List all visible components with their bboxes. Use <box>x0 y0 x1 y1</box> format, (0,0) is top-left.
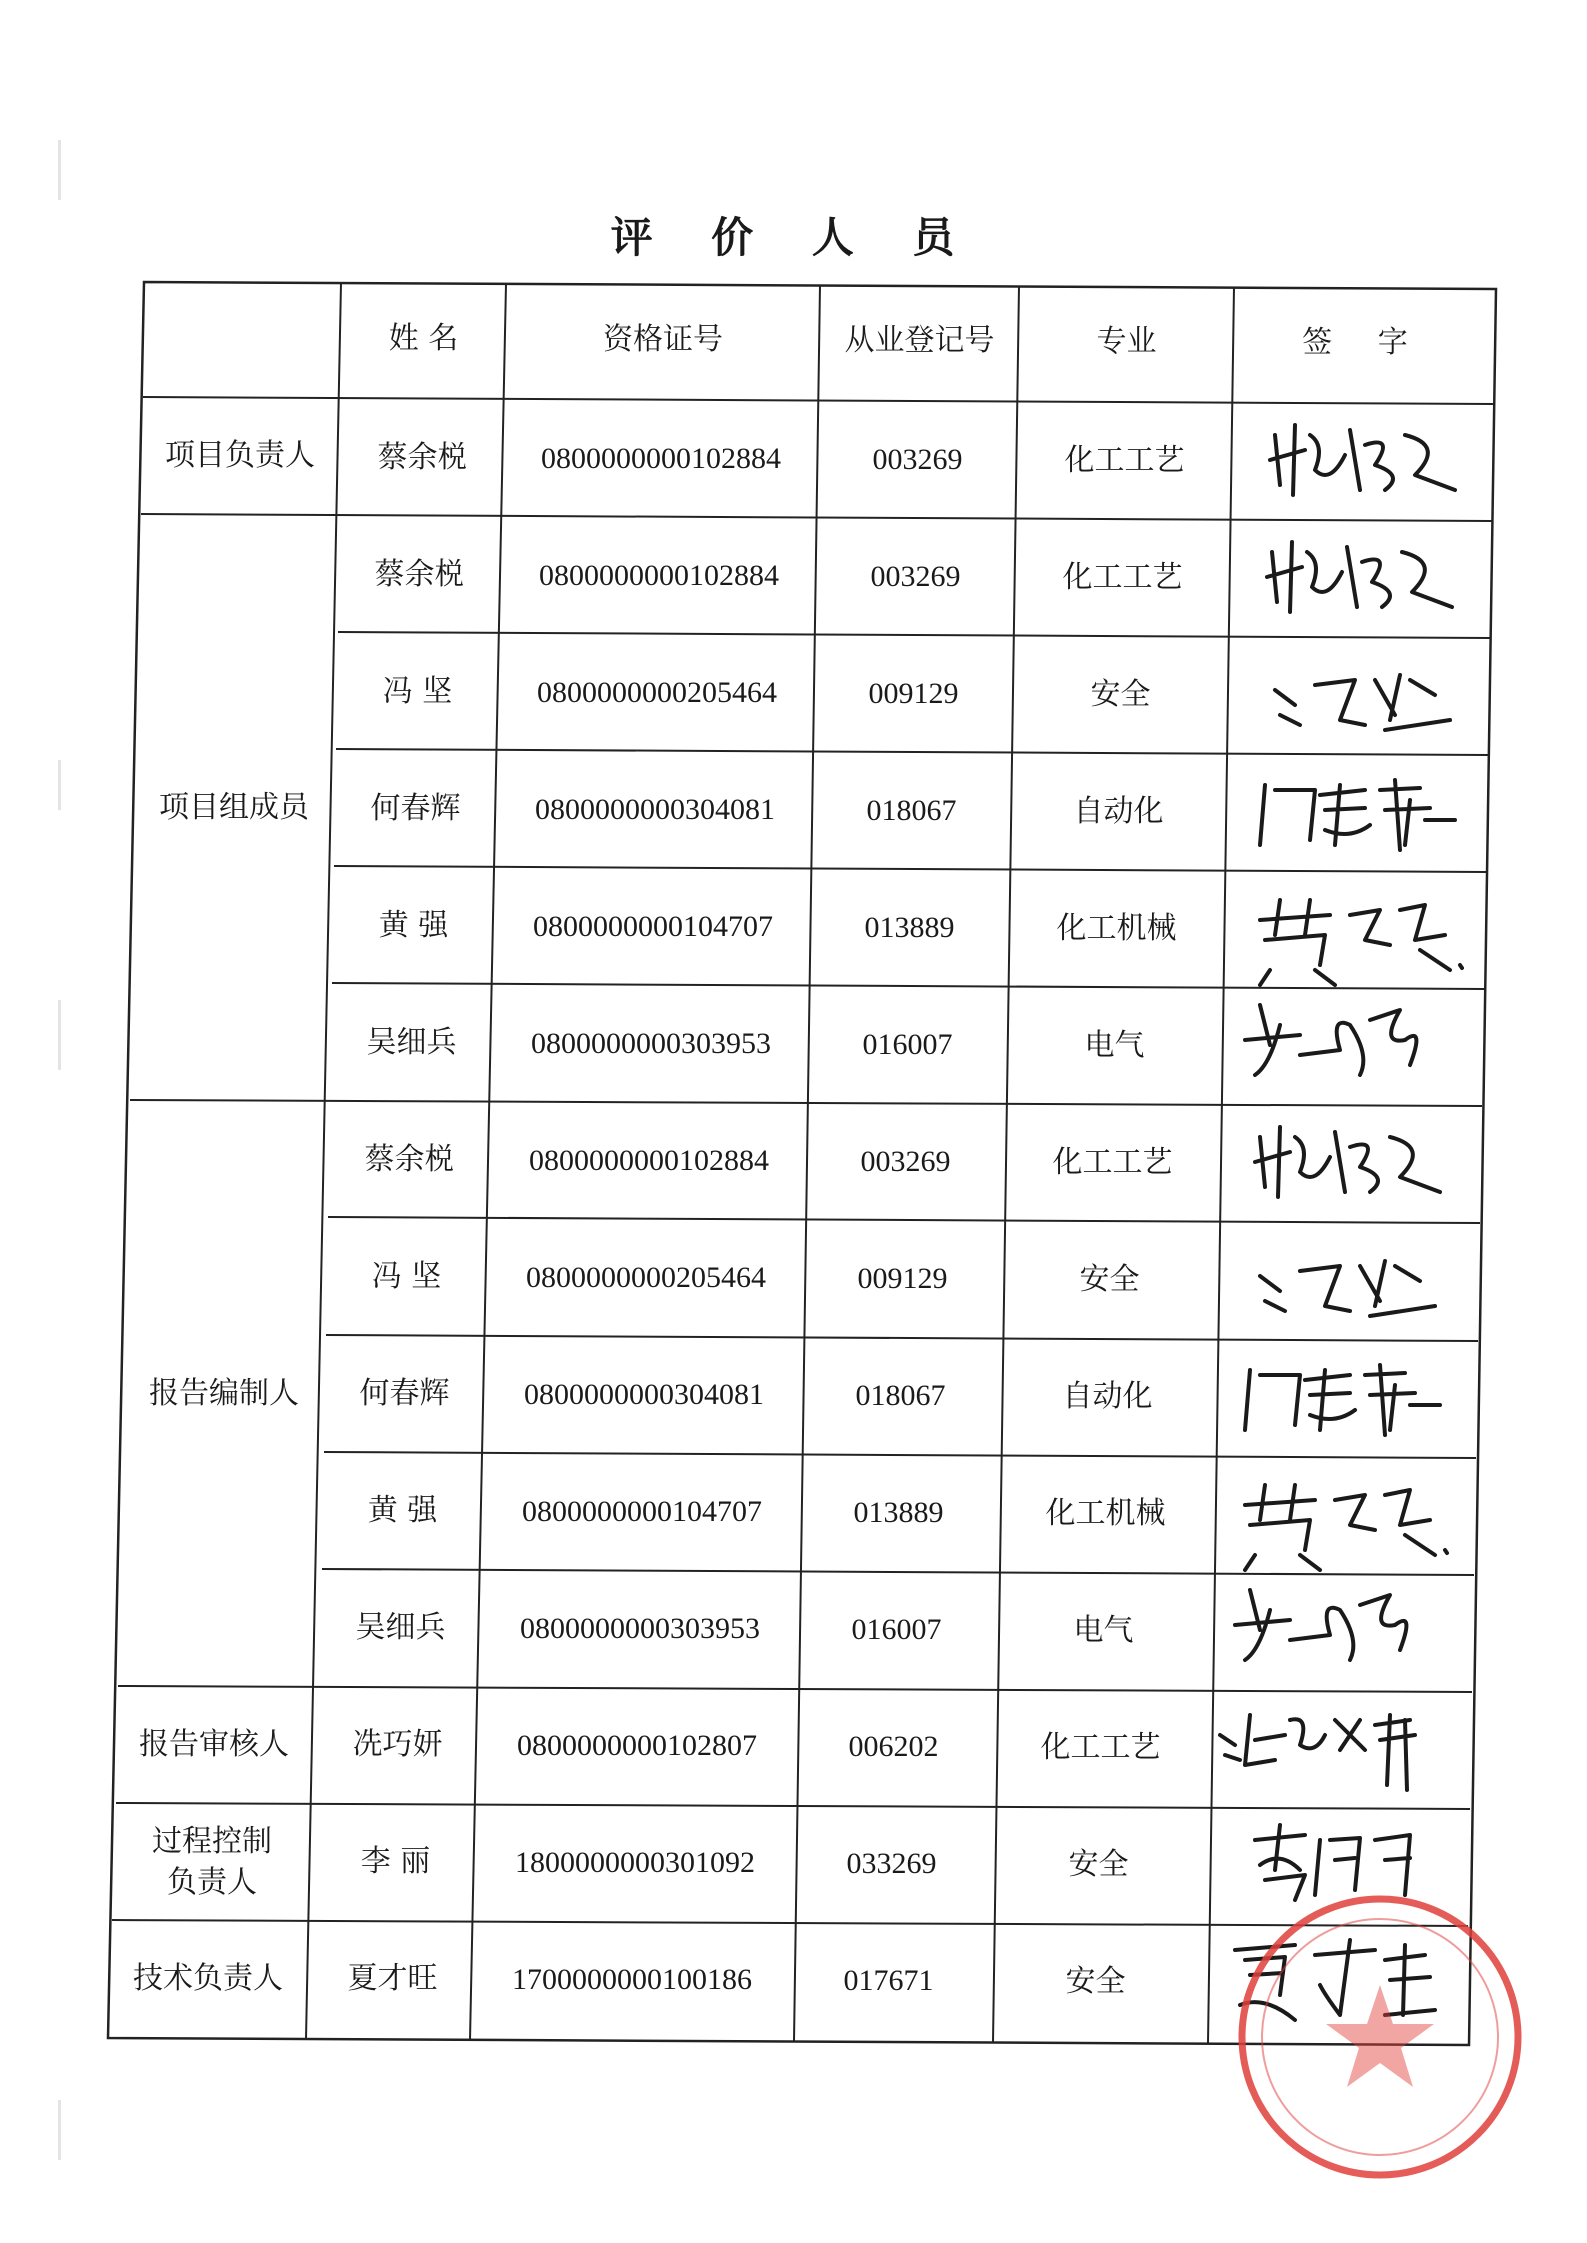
reg-cell: 018067 <box>855 1379 946 1413</box>
cert-cell: 0800000000303953 <box>520 1612 760 1646</box>
group-label: 报告编制人 <box>149 1375 299 1411</box>
signature-feng <box>1275 675 1450 730</box>
header-sign: 签 字 <box>1302 325 1426 361</box>
cert-cell: 0800000000205464 <box>526 1261 766 1295</box>
reg-cell: 006202 <box>848 1730 939 1764</box>
cert-cell: 1800000000301092 <box>515 1846 755 1880</box>
reg-cell: 003269 <box>870 560 961 594</box>
group-label: 项目负责人 <box>165 438 315 474</box>
name-cell: 吴细兵 <box>355 1610 446 1646</box>
reg-cell: 009129 <box>868 677 959 711</box>
major-cell: 化工机械 <box>1045 1496 1166 1532</box>
signature-wu <box>1245 1005 1416 1075</box>
name-cell: 冯 坚 <box>382 674 453 710</box>
signature-he <box>1260 780 1455 850</box>
reg-cell: 018067 <box>866 794 957 828</box>
signature-huang <box>1260 900 1462 985</box>
signature-cai <box>1255 1127 1440 1197</box>
major-cell: 电气 <box>1073 1613 1134 1649</box>
group-label: 报告审核人 <box>139 1727 289 1763</box>
cert-cell: 0800000000304081 <box>535 793 775 827</box>
major-cell: 安全 <box>1065 1964 1126 2000</box>
signature-wu <box>1235 1590 1406 1660</box>
major-cell: 电气 <box>1084 1028 1145 1064</box>
name-cell: 黄 强 <box>367 1493 438 1529</box>
major-cell: 安全 <box>1090 677 1151 713</box>
major-cell: 安全 <box>1079 1262 1140 1298</box>
name-cell: 夏才旺 <box>347 1961 438 1997</box>
name-cell: 李 丽 <box>360 1844 431 1880</box>
cert-cell: 1700000000100186 <box>512 1963 752 1997</box>
cert-cell: 0800000000102884 <box>541 442 781 476</box>
reg-cell: 003269 <box>860 1145 951 1179</box>
major-cell: 化工工艺 <box>1040 1730 1161 1766</box>
cert-cell: 0800000000102807 <box>517 1729 757 1763</box>
reg-cell: 009129 <box>857 1262 948 1296</box>
reg-cell: 016007 <box>851 1613 942 1647</box>
signature-cai <box>1270 425 1455 495</box>
cert-cell: 0800000000104707 <box>522 1495 762 1529</box>
group-label: 技术负责人 <box>133 1961 283 1997</box>
major-cell: 自动化 <box>1062 1379 1153 1415</box>
major-cell: 化工工艺 <box>1062 560 1183 596</box>
name-cell: 蔡余棁 <box>377 440 468 476</box>
major-cell: 安全 <box>1068 1847 1129 1883</box>
name-cell: 冼巧妍 <box>352 1727 443 1763</box>
cert-cell: 0800000000205464 <box>537 676 777 710</box>
name-cell: 何春辉 <box>359 1376 450 1412</box>
signature-huang <box>1245 1485 1447 1570</box>
group-label: 项目组成员 <box>159 789 309 825</box>
cert-cell: 0800000000303953 <box>531 1027 771 1061</box>
signature-feng <box>1260 1261 1435 1316</box>
reg-cell: 017671 <box>843 1964 934 1998</box>
cert-cell: 0800000000102884 <box>539 559 779 593</box>
reg-cell: 033269 <box>846 1847 937 1881</box>
header-reg: 从业登记号 <box>844 323 995 359</box>
company-seal <box>1242 1899 1518 2175</box>
reg-cell: 003269 <box>872 443 963 477</box>
major-cell: 化工机械 <box>1056 911 1177 947</box>
cert-cell: 0800000000104707 <box>533 910 773 944</box>
name-cell: 吴细兵 <box>366 1025 457 1061</box>
major-cell: 化工工艺 <box>1064 443 1185 479</box>
header-major: 专业 <box>1096 324 1157 360</box>
reg-cell: 013889 <box>864 911 955 945</box>
name-cell: 蔡余棁 <box>374 557 465 593</box>
major-cell: 自动化 <box>1073 794 1164 830</box>
cert-cell: 0800000000304081 <box>524 1378 764 1412</box>
reg-cell: 013889 <box>853 1496 944 1530</box>
name-cell: 黄 强 <box>378 908 449 944</box>
group-label: 过程控制负责人 <box>152 1824 272 1900</box>
cert-cell: 0800000000102884 <box>529 1144 769 1178</box>
name-cell: 蔡余棁 <box>364 1142 455 1178</box>
header-cert: 资格证号 <box>603 322 723 358</box>
signature-cai <box>1267 542 1452 612</box>
header-name: 姓 名 <box>388 321 459 357</box>
signature-he <box>1245 1365 1440 1435</box>
name-cell: 何春辉 <box>370 791 461 827</box>
major-cell: 化工工艺 <box>1052 1145 1173 1181</box>
signature-xian <box>1220 1715 1415 1790</box>
reg-cell: 016007 <box>862 1028 953 1062</box>
signature-li <box>1255 1825 1410 1900</box>
name-cell: 冯 坚 <box>371 1259 442 1295</box>
page-title: 评 价 人 员 <box>610 213 977 262</box>
